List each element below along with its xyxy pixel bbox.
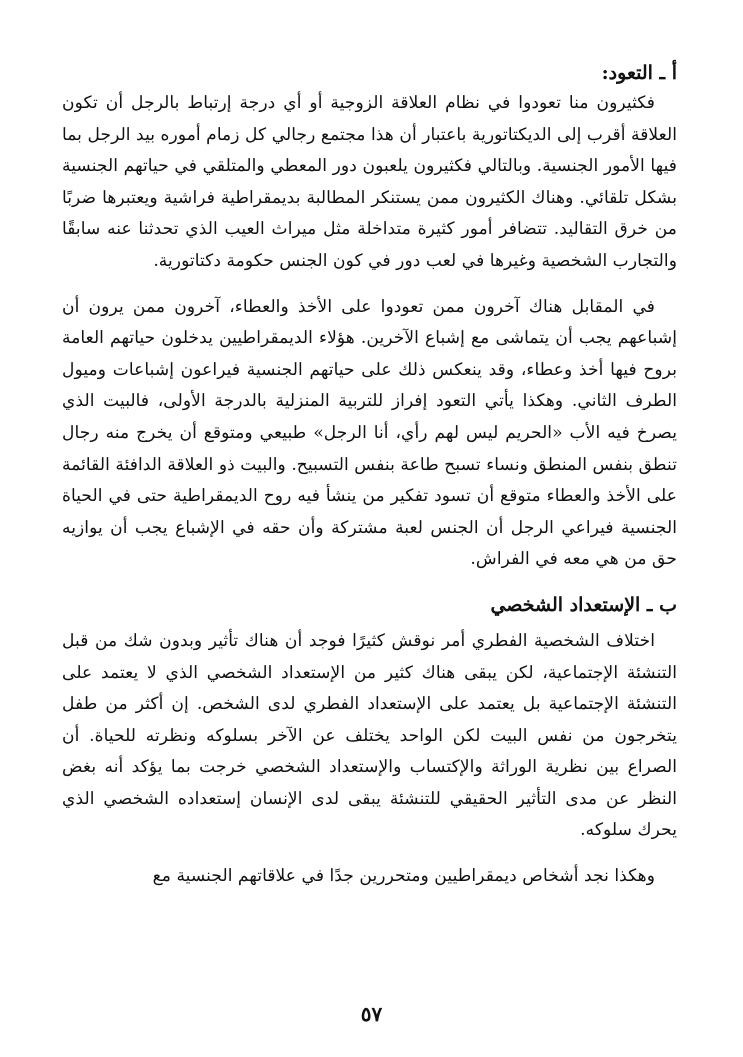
section-b-paragraph-1: اختلاف الشخصية الفطري أمر نوقش كثيرًا فوجد أن هناك تأثير وبدون شك من قبل التنشئة الإجتماعية، لكن يبقى هناك كثير من الإستعداد الشخصي الذي لا يعتمد على التنشئة الإجتماعية بل يعتمد على الإستعداد الفطري لدى الشخص. إن أكثر من طفل يتخرجون من نفس البيت لكن الواحد يختلف عن الآخر بسلوكه ونظرته للحياة. أن الصراع بين نظرية الوراثة والإكتساب والإستعداد الشخصي خرجت بما يؤكد أنه بغض النظر عن مدى التأثير الحقيقي للتنشئة يبقى لدى الإنسان إستعداده الشخصي الذي يحرك سلوكه. bbox=[62, 630, 677, 841]
section-b-heading: ب ـ الإستعداد الشخصي bbox=[490, 593, 677, 616]
section-a-paragraph-1: فكثيرون منا تعودوا في نظام العلاقة الزوجية أو أي درجة إرتباط بالرجل أن تكون العلاقة أقرب إلى الديكتاتورية باعتبار أن هذا مجتمع رجالي كل زمام أموره بيد الرجل بما فيها الأمور الجنسية. وبالتالي فكثيرون يلعبون دور المعطي والمتلقي في حياتهم الجنسية بشكل تلقائي. وهناك الكثيرون ممن يستنكر المطالبة بديمقراطية فراشية ويعتبرها ضربًا من خرق التقاليد. تتضافر أمور كثيرة متداخلة مثل ميراث العيب الذي تحدثنا عنه سابقًا والتجارب الشخصية وغيرها في لعب دور في كون الجنس حكومة دكتاتورية. bbox=[62, 93, 677, 271]
section-b-paragraph-2: وهكذا نجد أشخاص ديمقراطيين ومتحررين جدًا في علاقاتهم الجنسية مع bbox=[152, 866, 655, 887]
page-number: ٥٧ bbox=[360, 1002, 383, 1026]
section-a-heading: أ ـ التعود: bbox=[601, 62, 677, 84]
section-a-paragraph-2: في المقابل هناك آخرون ممن تعودوا على الأخذ والعطاء، آخرون ممن يرون أن إشباعهم يجب أن يتماشى مع إشباع الآخرين. هؤلاء الديمقراطيين يدخلون حياتهم العامة بروح فيها أخذ وعطاء، وقد ينعكس ذلك على حياتهم الجنسية فيراعون إشباعات وميول الطرف الثاني. وهكذا يأتي التعود إفراز للتربية المنزلية بالدرجة الأولى، فالبيت الذي يصرخ فيه الأب «الحريم ليس لهم رأي، أنا الرجل» طبيعي ومتوقع أن يخرج منه رجال تنطق بنفس المنطق ونساء تسبح طاعة بنفس التسبيح. والبيت ذو العلاقة الدافئة القائمة على الأخذ والعطاء متوقع أن تسود تفكير من ينشأ فيه روح الديمقراطية حتى في الحياة الجنسية فيراعي الرجل أن الجنس لعبة مشتركة وأن حقه في الإشباع يجب أن يوازيه حق من هي معه في الفراش. bbox=[62, 296, 677, 570]
page-body bbox=[62, 58, 677, 907]
